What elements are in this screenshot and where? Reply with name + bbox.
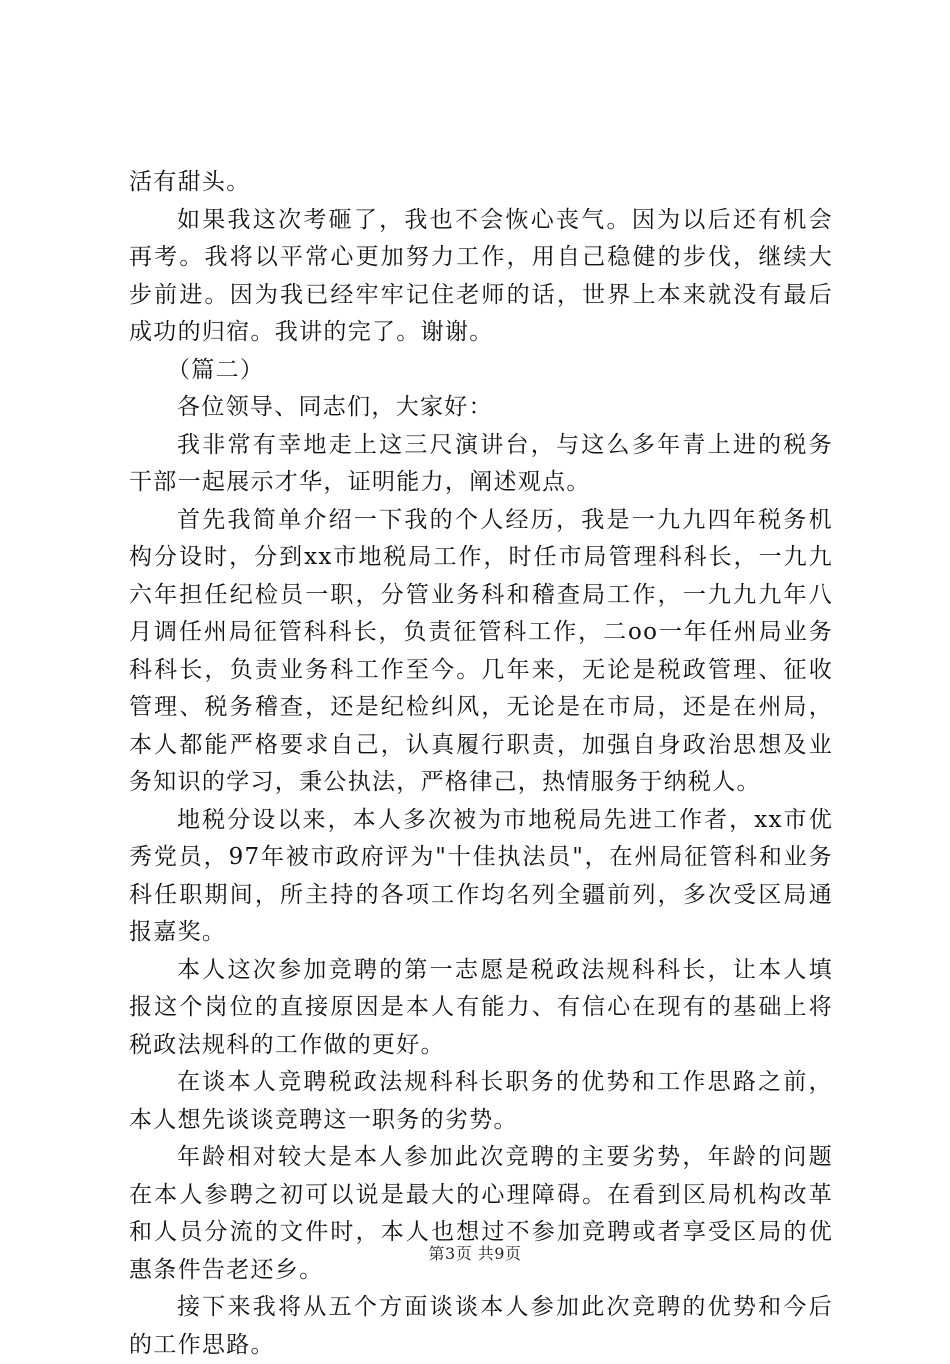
paragraph: 年龄相对较大是本人参加此次竞聘的主要劣势，年龄的问题在本人参聘之初可以说是最大的心理障碍。在看到区局机构改革和人员分流的文件时，本人也想过不参加竞聘或者享受区局的优惠条件告老还乡。 [129, 1144, 833, 1283]
paragraph: 在谈本人竞聘税政法规科科长职务的优势和工作思路之前，本人想先谈谈竞聘这一职务的劣势。 [129, 1069, 833, 1133]
paragraph: 如果我这次考砸了，我也不会恢心丧气。因为以后还有机会再考。我将以平常心更加努力工作，用自己稳健的步伐，继续大步前进。因为我已经牢牢记住老师的话，世界上本来就没有最后成功的归宿。我讲的完了。谢谢。 [129, 206, 833, 345]
paragraph: 接下来我将从五个方面谈谈本人参加此次竞聘的优势和今后的工作思路。 [129, 1294, 833, 1358]
paragraph: 我非常有幸地走上这三尺演讲台，与这么多年青上进的税务干部一起展示才华，证明能力，阐述观点。 [129, 431, 833, 495]
paragraph: 地税分设以来，本人多次被为市地税局先进工作者，xx市优秀党员，97年被市政府评为"十佳执法员"，在州局征管科和业务科任职期间，所主持的各项工作均名列全疆前列，多次受区局通报嘉奖。 [129, 806, 833, 945]
paragraph: 本人这次参加竞聘的第一志愿是税政法规科科长，让本人填报这个岗位的直接原因是本人有能力、有信心在现有的基础上将税政法规科的工作做的更好。 [129, 956, 833, 1058]
paragraph: 首先我简单介绍一下我的个人经历，我是一九九四年税务机构分设时，分到xx市地税局工作，时任市局管理科科长，一九九六年担任纪检员一职，分管业务科和稽查局工作，一九九九年八月调任州局征管科科长，负责征管科工作，二oo一年任州局业务科科长，负责业务科工作至今。几年来，无论是税政管理、征收管理、税务稽查，还是纪检纠风，无论是在市局，还是在州局，本人都能严格要求自己，认真履行职责，加强自身政治思想及业务知识的学习，秉公执法，严格律己，热情服务于纳税人。 [129, 506, 833, 795]
paragraph-continuation: 活有甜头。 [129, 169, 251, 195]
greeting: 各位领导、同志们，大家好： [177, 394, 493, 420]
document-body [129, 164, 833, 1364]
page-number-footer: 第3页 共9页 [428, 1244, 522, 1263]
section-heading: （篇二） [167, 356, 265, 383]
